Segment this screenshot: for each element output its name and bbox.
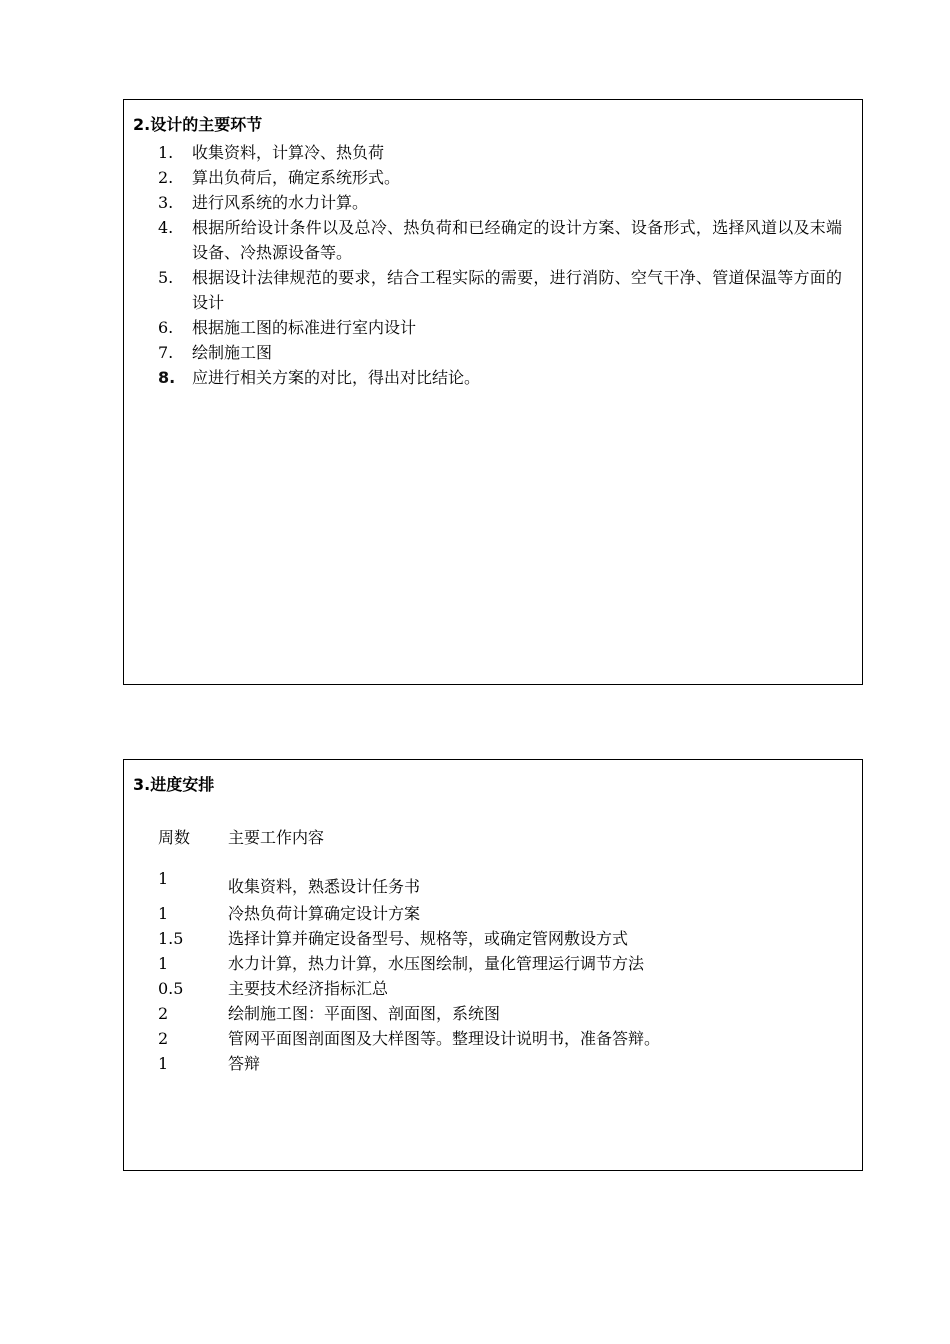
step-number: 1. [158, 143, 174, 162]
row-task: 绘制施工图：平面图、剖面图，系统图 [228, 1004, 501, 1023]
step-text: 收集资料，计算冷、热负荷 [192, 143, 385, 162]
row-week: 1 [158, 869, 169, 888]
row-task: 管网平面图剖面图及大样图等。整理设计说明书，准备答辩。 [228, 1029, 661, 1048]
list-item [124, 315, 862, 340]
step-number: 8. [158, 368, 176, 387]
header-week: 周数 [158, 828, 191, 847]
list-item [124, 365, 862, 390]
table-row [158, 1051, 858, 1076]
list-item [124, 265, 862, 315]
step-text: 根据所给设计条件以及总冷、热负荷和已经确定的设计方案、设备形式，选择风道以及末端设备、冷热源设备等。 [192, 218, 842, 262]
header-task: 主要工作内容 [228, 828, 325, 847]
table-row [158, 870, 858, 901]
step-number: 3. [158, 193, 174, 212]
step-text: 进行风系统的水力计算。 [192, 193, 369, 212]
row-week: 1 [158, 1054, 169, 1073]
list-item [124, 340, 862, 365]
schedule-section [123, 759, 863, 1171]
step-text: 应进行相关方案的对比，得出对比结论。 [192, 368, 481, 387]
section-title-design: 2.设计的主要环节 [133, 115, 263, 134]
step-text: 算出负荷后，确定系统形式。 [192, 168, 401, 187]
schedule-rows [158, 870, 858, 1076]
row-task: 主要技术经济指标汇总 [228, 979, 389, 998]
step-number: 4. [158, 218, 174, 237]
list-item [124, 165, 862, 190]
row-week: 2 [158, 1029, 169, 1048]
row-task: 收集资料，熟悉设计任务书 [228, 877, 421, 896]
list-item [124, 190, 862, 215]
table-row [158, 976, 858, 1001]
design-steps-section [123, 99, 863, 685]
step-number: 7. [158, 343, 174, 362]
row-task: 答辩 [228, 1054, 261, 1073]
table-row [158, 1026, 858, 1051]
section-title-schedule: 3.进度安排 [133, 775, 215, 794]
design-steps-list [124, 140, 862, 390]
row-week: 1 [158, 954, 169, 973]
list-item [124, 215, 862, 265]
step-number: 6. [158, 318, 174, 337]
step-number: 2. [158, 168, 174, 187]
row-task: 水力计算，热力计算，水压图绘制，量化管理运行调节方法 [228, 954, 645, 973]
table-row [158, 1001, 858, 1026]
table-row [158, 951, 858, 976]
step-text: 根据设计法律规范的要求，结合工程实际的需要，进行消防、空气干净、管道保温等方面的设计 [192, 268, 842, 312]
list-item [124, 140, 862, 165]
row-task: 冷热负荷计算确定设计方案 [228, 904, 421, 923]
step-text: 绘制施工图 [192, 343, 273, 362]
row-week: 1 [158, 904, 169, 923]
table-row [158, 901, 858, 926]
step-number: 5. [158, 268, 174, 287]
row-week: 2 [158, 1004, 169, 1023]
row-week: 1.5 [158, 929, 184, 948]
row-task: 选择计算并确定设备型号、规格等，或确定管网敷设方式 [228, 929, 629, 948]
step-text: 根据施工图的标准进行室内设计 [192, 318, 417, 337]
table-row [158, 926, 858, 951]
row-week: 0.5 [158, 979, 184, 998]
